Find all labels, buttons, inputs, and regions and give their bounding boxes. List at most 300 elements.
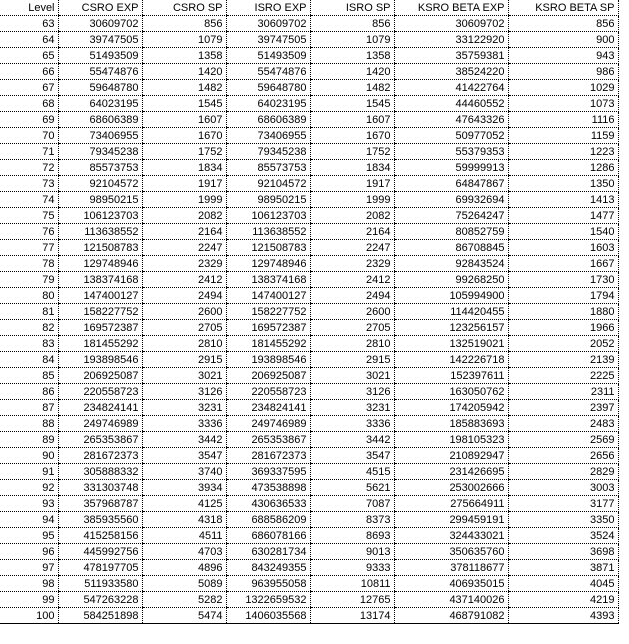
cell-ksro-beta-exp[interactable]: 275664911 bbox=[394, 496, 508, 512]
cell-level[interactable]: 99 bbox=[0, 592, 58, 608]
header-cell-isro-exp[interactable]: ISRO EXP bbox=[226, 0, 310, 16]
cell-isro-exp[interactable]: 1406035568 bbox=[226, 608, 310, 624]
cell-ksro-beta-sp[interactable]: 2483 bbox=[508, 416, 618, 432]
cell-isro-exp[interactable]: 249746989 bbox=[226, 416, 310, 432]
cell-ksro-beta-exp[interactable]: 86708845 bbox=[394, 240, 508, 256]
cell-csro-exp[interactable]: 281672373 bbox=[58, 448, 142, 464]
cell-level[interactable]: 91 bbox=[0, 464, 58, 480]
cell-csro-exp[interactable]: 92104572 bbox=[58, 176, 142, 192]
cell-isro-exp[interactable]: 39747505 bbox=[226, 32, 310, 48]
cell-ksro-beta-sp[interactable]: 4045 bbox=[508, 576, 618, 592]
cell-isro-sp[interactable]: 1420 bbox=[310, 64, 394, 80]
cell-csro-sp[interactable]: 2164 bbox=[142, 224, 226, 240]
cell-ksro-beta-exp[interactable]: 35759381 bbox=[394, 48, 508, 64]
header-cell-isro-sp[interactable]: ISRO SP bbox=[310, 0, 394, 16]
cell-level[interactable]: 100 bbox=[0, 608, 58, 624]
cell-ksro-beta-sp[interactable]: 2139 bbox=[508, 352, 618, 368]
cell-isro-exp[interactable]: 963955058 bbox=[226, 576, 310, 592]
cell-level[interactable]: 70 bbox=[0, 128, 58, 144]
cell-csro-sp[interactable]: 4703 bbox=[142, 544, 226, 560]
cell-ksro-beta-sp[interactable]: 3871 bbox=[508, 560, 618, 576]
table-row bbox=[0, 80, 618, 96]
cell-isro-exp[interactable]: 281672373 bbox=[226, 448, 310, 464]
cell-ksro-beta-exp[interactable]: 33122920 bbox=[394, 32, 508, 48]
cell-csro-sp[interactable]: 1670 bbox=[142, 128, 226, 144]
cell-csro-exp[interactable]: 85573753 bbox=[58, 160, 142, 176]
cell-csro-sp[interactable]: 2247 bbox=[142, 240, 226, 256]
cell-isro-sp[interactable]: 2247 bbox=[310, 240, 394, 256]
cell-level[interactable]: 94 bbox=[0, 512, 58, 528]
cell-ksro-beta-sp[interactable]: 1350 bbox=[508, 176, 618, 192]
cell-isro-sp[interactable]: 8693 bbox=[310, 528, 394, 544]
cell-isro-sp[interactable]: 3547 bbox=[310, 448, 394, 464]
table-row bbox=[0, 272, 618, 288]
cell-isro-sp[interactable]: 1482 bbox=[310, 80, 394, 96]
cell-csro-exp[interactable]: 129748946 bbox=[58, 256, 142, 272]
cell-csro-exp[interactable]: 331303748 bbox=[58, 480, 142, 496]
table-row bbox=[0, 176, 618, 192]
header-cell-csro-sp[interactable]: CSRO SP bbox=[142, 0, 226, 16]
cell-ksro-beta-sp[interactable]: 3698 bbox=[508, 544, 618, 560]
cell-isro-sp[interactable]: 8373 bbox=[310, 512, 394, 528]
cell-ksro-beta-sp[interactable]: 1794 bbox=[508, 288, 618, 304]
cell-isro-sp[interactable]: 2082 bbox=[310, 208, 394, 224]
table-row bbox=[0, 160, 618, 176]
cell-csro-exp[interactable]: 147400127 bbox=[58, 288, 142, 304]
cell-csro-sp[interactable]: 4318 bbox=[142, 512, 226, 528]
cell-ksro-beta-sp[interactable]: 3350 bbox=[508, 512, 618, 528]
cell-isro-sp[interactable]: 5621 bbox=[310, 480, 394, 496]
cell-ksro-beta-exp[interactable]: 64847867 bbox=[394, 176, 508, 192]
cell-ksro-beta-exp[interactable]: 437140026 bbox=[394, 592, 508, 608]
cell-level[interactable]: 67 bbox=[0, 80, 58, 96]
cell-ksro-beta-sp[interactable]: 900 bbox=[508, 32, 618, 48]
table-row bbox=[0, 480, 618, 496]
cell-level[interactable]: 96 bbox=[0, 544, 58, 560]
cell-isro-sp[interactable]: 9333 bbox=[310, 560, 394, 576]
cell-ksro-beta-exp[interactable]: 47643326 bbox=[394, 112, 508, 128]
cell-level[interactable]: 73 bbox=[0, 176, 58, 192]
cell-csro-sp[interactable]: 2082 bbox=[142, 208, 226, 224]
cell-level[interactable]: 79 bbox=[0, 272, 58, 288]
cell-ksro-beta-exp[interactable]: 142226718 bbox=[394, 352, 508, 368]
cell-isro-exp[interactable]: 234824141 bbox=[226, 400, 310, 416]
cell-ksro-beta-sp[interactable]: 1540 bbox=[508, 224, 618, 240]
cell-ksro-beta-exp[interactable]: 92843524 bbox=[394, 256, 508, 272]
cell-level[interactable]: 75 bbox=[0, 208, 58, 224]
cell-ksro-beta-exp[interactable]: 210892947 bbox=[394, 448, 508, 464]
cell-csro-sp[interactable]: 1917 bbox=[142, 176, 226, 192]
cell-level[interactable]: 72 bbox=[0, 160, 58, 176]
cell-isro-sp[interactable]: 10811 bbox=[310, 576, 394, 592]
cell-isro-exp[interactable]: 169572387 bbox=[226, 320, 310, 336]
cell-isro-sp[interactable]: 12765 bbox=[310, 592, 394, 608]
cell-ksro-beta-exp[interactable]: 406935015 bbox=[394, 576, 508, 592]
cell-ksro-beta-exp[interactable]: 114420455 bbox=[394, 304, 508, 320]
cell-isro-sp[interactable]: 2164 bbox=[310, 224, 394, 240]
cell-csro-sp[interactable]: 3336 bbox=[142, 416, 226, 432]
cell-isro-sp[interactable]: 3336 bbox=[310, 416, 394, 432]
cell-ksro-beta-sp[interactable]: 1880 bbox=[508, 304, 618, 320]
cell-csro-sp[interactable]: 2412 bbox=[142, 272, 226, 288]
cell-csro-sp[interactable]: 2915 bbox=[142, 352, 226, 368]
cell-csro-sp[interactable]: 1079 bbox=[142, 32, 226, 48]
cell-level[interactable]: 83 bbox=[0, 336, 58, 352]
cell-csro-sp[interactable]: 1420 bbox=[142, 64, 226, 80]
cell-isro-sp[interactable]: 13174 bbox=[310, 608, 394, 624]
cell-isro-sp[interactable]: 9013 bbox=[310, 544, 394, 560]
cell-ksro-beta-sp[interactable]: 943 bbox=[508, 48, 618, 64]
cell-ksro-beta-exp[interactable]: 75264247 bbox=[394, 208, 508, 224]
header-cell-ksro-beta-exp[interactable]: KSRO BETA EXP bbox=[394, 0, 508, 16]
cell-csro-sp[interactable]: 1358 bbox=[142, 48, 226, 64]
cell-ksro-beta-sp[interactable]: 2829 bbox=[508, 464, 618, 480]
cell-csro-exp[interactable]: 39747505 bbox=[58, 32, 142, 48]
cell-level[interactable]: 95 bbox=[0, 528, 58, 544]
cell-level[interactable]: 66 bbox=[0, 64, 58, 80]
cell-ksro-beta-sp[interactable]: 1116 bbox=[508, 112, 618, 128]
cell-csro-sp[interactable]: 3547 bbox=[142, 448, 226, 464]
table-row bbox=[0, 368, 618, 384]
cell-csro-sp[interactable]: 2329 bbox=[142, 256, 226, 272]
table-row bbox=[0, 144, 618, 160]
cell-ksro-beta-exp[interactable]: 231426695 bbox=[394, 464, 508, 480]
cell-isro-exp[interactable]: 1322659532 bbox=[226, 592, 310, 608]
cell-csro-sp[interactable]: 3442 bbox=[142, 432, 226, 448]
cell-csro-sp[interactable]: 2494 bbox=[142, 288, 226, 304]
cell-level[interactable]: 93 bbox=[0, 496, 58, 512]
cell-isro-exp[interactable]: 688586209 bbox=[226, 512, 310, 528]
cell-csro-exp[interactable]: 30609702 bbox=[58, 16, 142, 32]
cell-isro-sp[interactable]: 1670 bbox=[310, 128, 394, 144]
cell-ksro-beta-sp[interactable]: 1413 bbox=[508, 192, 618, 208]
cell-csro-sp[interactable]: 3021 bbox=[142, 368, 226, 384]
cell-ksro-beta-sp[interactable]: 1730 bbox=[508, 272, 618, 288]
cell-ksro-beta-exp[interactable]: 185883693 bbox=[394, 416, 508, 432]
cell-ksro-beta-sp[interactable]: 986 bbox=[508, 64, 618, 80]
cell-isro-exp[interactable]: 430636533 bbox=[226, 496, 310, 512]
cell-isro-sp[interactable]: 2412 bbox=[310, 272, 394, 288]
cell-csro-exp[interactable]: 121508783 bbox=[58, 240, 142, 256]
table-row bbox=[0, 352, 618, 368]
cell-isro-sp[interactable]: 2494 bbox=[310, 288, 394, 304]
cell-csro-exp[interactable]: 193898546 bbox=[58, 352, 142, 368]
cell-ksro-beta-sp[interactable]: 2311 bbox=[508, 384, 618, 400]
cell-ksro-beta-sp[interactable]: 2569 bbox=[508, 432, 618, 448]
cell-isro-sp[interactable]: 1079 bbox=[310, 32, 394, 48]
cell-isro-sp[interactable]: 2915 bbox=[310, 352, 394, 368]
cell-csro-exp[interactable]: 415258156 bbox=[58, 528, 142, 544]
cell-isro-sp[interactable]: 3442 bbox=[310, 432, 394, 448]
cell-csro-exp[interactable]: 385935560 bbox=[58, 512, 142, 528]
cell-ksro-beta-exp[interactable]: 152397611 bbox=[394, 368, 508, 384]
cell-ksro-beta-exp[interactable]: 59999913 bbox=[394, 160, 508, 176]
table-row bbox=[0, 384, 618, 400]
cell-ksro-beta-exp[interactable]: 198105323 bbox=[394, 432, 508, 448]
cell-ksro-beta-exp[interactable]: 350635760 bbox=[394, 544, 508, 560]
cell-csro-exp[interactable]: 51493509 bbox=[58, 48, 142, 64]
cell-isro-exp[interactable]: 265353867 bbox=[226, 432, 310, 448]
cell-ksro-beta-exp[interactable]: 80852759 bbox=[394, 224, 508, 240]
cell-ksro-beta-sp[interactable]: 3003 bbox=[508, 480, 618, 496]
cell-isro-exp[interactable]: 106123703 bbox=[226, 208, 310, 224]
cell-ksro-beta-sp[interactable]: 1073 bbox=[508, 96, 618, 112]
cell-level[interactable]: 69 bbox=[0, 112, 58, 128]
cell-isro-exp[interactable]: 147400127 bbox=[226, 288, 310, 304]
cell-level[interactable]: 77 bbox=[0, 240, 58, 256]
cell-isro-exp[interactable]: 98950215 bbox=[226, 192, 310, 208]
cell-isro-exp[interactable]: 686078166 bbox=[226, 528, 310, 544]
cell-level[interactable]: 76 bbox=[0, 224, 58, 240]
cell-isro-sp[interactable]: 856 bbox=[310, 16, 394, 32]
cell-csro-exp[interactable]: 547263228 bbox=[58, 592, 142, 608]
cell-level[interactable]: 81 bbox=[0, 304, 58, 320]
cell-isro-sp[interactable]: 1358 bbox=[310, 48, 394, 64]
cell-isro-exp[interactable]: 181455292 bbox=[226, 336, 310, 352]
cell-csro-exp[interactable]: 220558723 bbox=[58, 384, 142, 400]
cell-csro-exp[interactable]: 158227752 bbox=[58, 304, 142, 320]
cell-csro-exp[interactable]: 357968787 bbox=[58, 496, 142, 512]
cell-csro-exp[interactable]: 305888332 bbox=[58, 464, 142, 480]
cell-level[interactable]: 87 bbox=[0, 400, 58, 416]
cell-isro-sp[interactable]: 1917 bbox=[310, 176, 394, 192]
cell-csro-sp[interactable]: 3126 bbox=[142, 384, 226, 400]
table-row bbox=[0, 336, 618, 352]
cell-csro-sp[interactable]: 3231 bbox=[142, 400, 226, 416]
cell-csro-sp[interactable]: 5282 bbox=[142, 592, 226, 608]
cell-ksro-beta-sp[interactable]: 2225 bbox=[508, 368, 618, 384]
cell-level[interactable]: 85 bbox=[0, 368, 58, 384]
cell-csro-sp[interactable]: 1834 bbox=[142, 160, 226, 176]
cell-csro-exp[interactable]: 249746989 bbox=[58, 416, 142, 432]
cell-isro-sp[interactable]: 1545 bbox=[310, 96, 394, 112]
cell-ksro-beta-sp[interactable]: 2052 bbox=[508, 336, 618, 352]
cell-ksro-beta-sp[interactable]: 1667 bbox=[508, 256, 618, 272]
cell-isro-exp[interactable]: 59648780 bbox=[226, 80, 310, 96]
cell-csro-exp[interactable]: 59648780 bbox=[58, 80, 142, 96]
cell-csro-sp[interactable]: 1999 bbox=[142, 192, 226, 208]
header-cell-ksro-beta-sp[interactable]: KSRO BETA SP bbox=[508, 0, 618, 16]
table-row bbox=[0, 512, 618, 528]
cell-ksro-beta-sp[interactable]: 1966 bbox=[508, 320, 618, 336]
cell-ksro-beta-exp[interactable]: 324433021 bbox=[394, 528, 508, 544]
cell-level[interactable]: 84 bbox=[0, 352, 58, 368]
cell-isro-sp[interactable]: 3231 bbox=[310, 400, 394, 416]
cell-level[interactable]: 68 bbox=[0, 96, 58, 112]
table-row bbox=[0, 288, 618, 304]
table-row bbox=[0, 192, 618, 208]
cell-isro-sp[interactable]: 7087 bbox=[310, 496, 394, 512]
cell-isro-exp[interactable]: 158227752 bbox=[226, 304, 310, 320]
cell-csro-sp[interactable]: 2600 bbox=[142, 304, 226, 320]
cell-isro-sp[interactable]: 3021 bbox=[310, 368, 394, 384]
cell-ksro-beta-sp[interactable]: 1286 bbox=[508, 160, 618, 176]
cell-ksro-beta-exp[interactable]: 99268250 bbox=[394, 272, 508, 288]
cell-isro-exp[interactable]: 79345238 bbox=[226, 144, 310, 160]
cell-level[interactable]: 86 bbox=[0, 384, 58, 400]
table-row bbox=[0, 576, 618, 592]
header-cell-level[interactable]: Level bbox=[0, 0, 58, 16]
cell-level[interactable]: 78 bbox=[0, 256, 58, 272]
cell-ksro-beta-sp[interactable]: 1477 bbox=[508, 208, 618, 224]
cell-ksro-beta-exp[interactable]: 163050762 bbox=[394, 384, 508, 400]
table-row bbox=[0, 544, 618, 560]
cell-csro-sp[interactable]: 856 bbox=[142, 16, 226, 32]
cell-ksro-beta-exp[interactable]: 174205942 bbox=[394, 400, 508, 416]
cell-ksro-beta-exp[interactable]: 299459191 bbox=[394, 512, 508, 528]
cell-csro-sp[interactable]: 3934 bbox=[142, 480, 226, 496]
table-row bbox=[0, 240, 618, 256]
table-row bbox=[0, 256, 618, 272]
cell-ksro-beta-sp[interactable]: 4219 bbox=[508, 592, 618, 608]
cell-ksro-beta-exp[interactable]: 123256157 bbox=[394, 320, 508, 336]
cell-isro-exp[interactable]: 220558723 bbox=[226, 384, 310, 400]
cell-isro-sp[interactable]: 1607 bbox=[310, 112, 394, 128]
cell-csro-exp[interactable]: 181455292 bbox=[58, 336, 142, 352]
cell-csro-exp[interactable]: 98950215 bbox=[58, 192, 142, 208]
cell-csro-sp[interactable]: 2705 bbox=[142, 320, 226, 336]
cell-isro-sp[interactable]: 2810 bbox=[310, 336, 394, 352]
cell-csro-exp[interactable]: 206925087 bbox=[58, 368, 142, 384]
cell-isro-sp[interactable]: 1999 bbox=[310, 192, 394, 208]
header-cell-csro-exp[interactable]: CSRO EXP bbox=[58, 0, 142, 16]
cell-isro-exp[interactable]: 369337595 bbox=[226, 464, 310, 480]
cell-ksro-beta-sp[interactable]: 1603 bbox=[508, 240, 618, 256]
cell-isro-exp[interactable]: 92104572 bbox=[226, 176, 310, 192]
table-row bbox=[0, 320, 618, 336]
cell-isro-sp[interactable]: 2600 bbox=[310, 304, 394, 320]
cell-csro-exp[interactable]: 79345238 bbox=[58, 144, 142, 160]
cell-ksro-beta-exp[interactable]: 378118677 bbox=[394, 560, 508, 576]
cell-level[interactable]: 98 bbox=[0, 576, 58, 592]
cell-isro-exp[interactable]: 193898546 bbox=[226, 352, 310, 368]
cell-csro-exp[interactable]: 445992756 bbox=[58, 544, 142, 560]
cell-level[interactable]: 65 bbox=[0, 48, 58, 64]
cell-ksro-beta-sp[interactable]: 3524 bbox=[508, 528, 618, 544]
cell-csro-exp[interactable]: 55474876 bbox=[58, 64, 142, 80]
cell-ksro-beta-sp[interactable]: 1223 bbox=[508, 144, 618, 160]
cell-level[interactable]: 63 bbox=[0, 16, 58, 32]
cell-csro-sp[interactable]: 1482 bbox=[142, 80, 226, 96]
cell-csro-sp[interactable]: 4896 bbox=[142, 560, 226, 576]
cell-ksro-beta-exp[interactable]: 468791082 bbox=[394, 608, 508, 624]
cell-ksro-beta-sp[interactable]: 3177 bbox=[508, 496, 618, 512]
cell-isro-exp[interactable]: 630281734 bbox=[226, 544, 310, 560]
cell-isro-sp[interactable]: 1752 bbox=[310, 144, 394, 160]
cell-isro-exp[interactable]: 843249355 bbox=[226, 560, 310, 576]
cell-isro-exp[interactable]: 55474876 bbox=[226, 64, 310, 80]
cell-csro-exp[interactable]: 106123703 bbox=[58, 208, 142, 224]
cell-level[interactable]: 90 bbox=[0, 448, 58, 464]
cell-isro-exp[interactable]: 206925087 bbox=[226, 368, 310, 384]
cell-isro-exp[interactable]: 113638552 bbox=[226, 224, 310, 240]
cell-ksro-beta-exp[interactable]: 41422764 bbox=[394, 80, 508, 96]
cell-isro-sp[interactable]: 2329 bbox=[310, 256, 394, 272]
cell-isro-exp[interactable]: 30609702 bbox=[226, 16, 310, 32]
cell-ksro-beta-exp[interactable]: 55379353 bbox=[394, 144, 508, 160]
cell-level[interactable]: 92 bbox=[0, 480, 58, 496]
cell-isro-sp[interactable]: 4515 bbox=[310, 464, 394, 480]
cell-isro-sp[interactable]: 1834 bbox=[310, 160, 394, 176]
cell-csro-exp[interactable]: 265353867 bbox=[58, 432, 142, 448]
cell-ksro-beta-exp[interactable]: 132519021 bbox=[394, 336, 508, 352]
cell-csro-sp[interactable]: 4511 bbox=[142, 528, 226, 544]
cell-csro-exp[interactable]: 138374168 bbox=[58, 272, 142, 288]
cell-csro-exp[interactable]: 511933580 bbox=[58, 576, 142, 592]
cell-ksro-beta-exp[interactable]: 50977052 bbox=[394, 128, 508, 144]
cell-ksro-beta-exp[interactable]: 38524220 bbox=[394, 64, 508, 80]
cell-csro-sp[interactable]: 4125 bbox=[142, 496, 226, 512]
cell-csro-exp[interactable]: 64023195 bbox=[58, 96, 142, 112]
cell-csro-exp[interactable]: 113638552 bbox=[58, 224, 142, 240]
cell-level[interactable]: 97 bbox=[0, 560, 58, 576]
cell-isro-exp[interactable]: 51493509 bbox=[226, 48, 310, 64]
cell-csro-exp[interactable]: 73406955 bbox=[58, 128, 142, 144]
cell-level[interactable]: 64 bbox=[0, 32, 58, 48]
table-row bbox=[0, 448, 618, 464]
cell-ksro-beta-sp[interactable]: 2656 bbox=[508, 448, 618, 464]
cell-ksro-beta-sp[interactable]: 1029 bbox=[508, 80, 618, 96]
table-row bbox=[0, 416, 618, 432]
cell-csro-exp[interactable]: 169572387 bbox=[58, 320, 142, 336]
cell-ksro-beta-exp[interactable]: 253002666 bbox=[394, 480, 508, 496]
table-row bbox=[0, 528, 618, 544]
cell-isro-exp[interactable]: 473538898 bbox=[226, 480, 310, 496]
cell-level[interactable]: 88 bbox=[0, 416, 58, 432]
cell-csro-exp[interactable]: 68606389 bbox=[58, 112, 142, 128]
cell-isro-exp[interactable]: 64023195 bbox=[226, 96, 310, 112]
cell-ksro-beta-sp[interactable]: 4393 bbox=[508, 608, 618, 624]
cell-isro-exp[interactable]: 68606389 bbox=[226, 112, 310, 128]
header-row bbox=[0, 0, 618, 16]
table-row bbox=[0, 48, 618, 64]
cell-csro-exp[interactable]: 478197705 bbox=[58, 560, 142, 576]
cell-ksro-beta-exp[interactable]: 44460552 bbox=[394, 96, 508, 112]
cell-isro-sp[interactable]: 2705 bbox=[310, 320, 394, 336]
cell-csro-sp[interactable]: 3740 bbox=[142, 464, 226, 480]
cell-level[interactable]: 89 bbox=[0, 432, 58, 448]
cell-ksro-beta-exp[interactable]: 105994900 bbox=[394, 288, 508, 304]
cell-csro-sp[interactable]: 5089 bbox=[142, 576, 226, 592]
cell-ksro-beta-sp[interactable]: 856 bbox=[508, 16, 618, 32]
cell-csro-sp[interactable]: 5474 bbox=[142, 608, 226, 624]
cell-csro-sp[interactable]: 1607 bbox=[142, 112, 226, 128]
cell-isro-exp[interactable]: 138374168 bbox=[226, 272, 310, 288]
cell-csro-sp[interactable]: 1752 bbox=[142, 144, 226, 160]
cell-ksro-beta-exp[interactable]: 69932694 bbox=[394, 192, 508, 208]
cell-level[interactable]: 80 bbox=[0, 288, 58, 304]
cell-isro-exp[interactable]: 85573753 bbox=[226, 160, 310, 176]
cell-isro-exp[interactable]: 73406955 bbox=[226, 128, 310, 144]
cell-csro-exp[interactable]: 234824141 bbox=[58, 400, 142, 416]
cell-ksro-beta-exp[interactable]: 30609702 bbox=[394, 16, 508, 32]
cell-level[interactable]: 82 bbox=[0, 320, 58, 336]
cell-isro-sp[interactable]: 3126 bbox=[310, 384, 394, 400]
cell-level[interactable]: 71 bbox=[0, 144, 58, 160]
cell-level[interactable]: 74 bbox=[0, 192, 58, 208]
table-row bbox=[0, 304, 618, 320]
cell-isro-exp[interactable]: 129748946 bbox=[226, 256, 310, 272]
cell-csro-sp[interactable]: 1545 bbox=[142, 96, 226, 112]
cell-csro-exp[interactable]: 584251898 bbox=[58, 608, 142, 624]
cell-isro-exp[interactable]: 121508783 bbox=[226, 240, 310, 256]
cell-ksro-beta-sp[interactable]: 2397 bbox=[508, 400, 618, 416]
table-row bbox=[0, 64, 618, 80]
cell-csro-sp[interactable]: 2810 bbox=[142, 336, 226, 352]
cell-ksro-beta-sp[interactable]: 1159 bbox=[508, 128, 618, 144]
table-row bbox=[0, 32, 618, 48]
table-row bbox=[0, 208, 618, 224]
